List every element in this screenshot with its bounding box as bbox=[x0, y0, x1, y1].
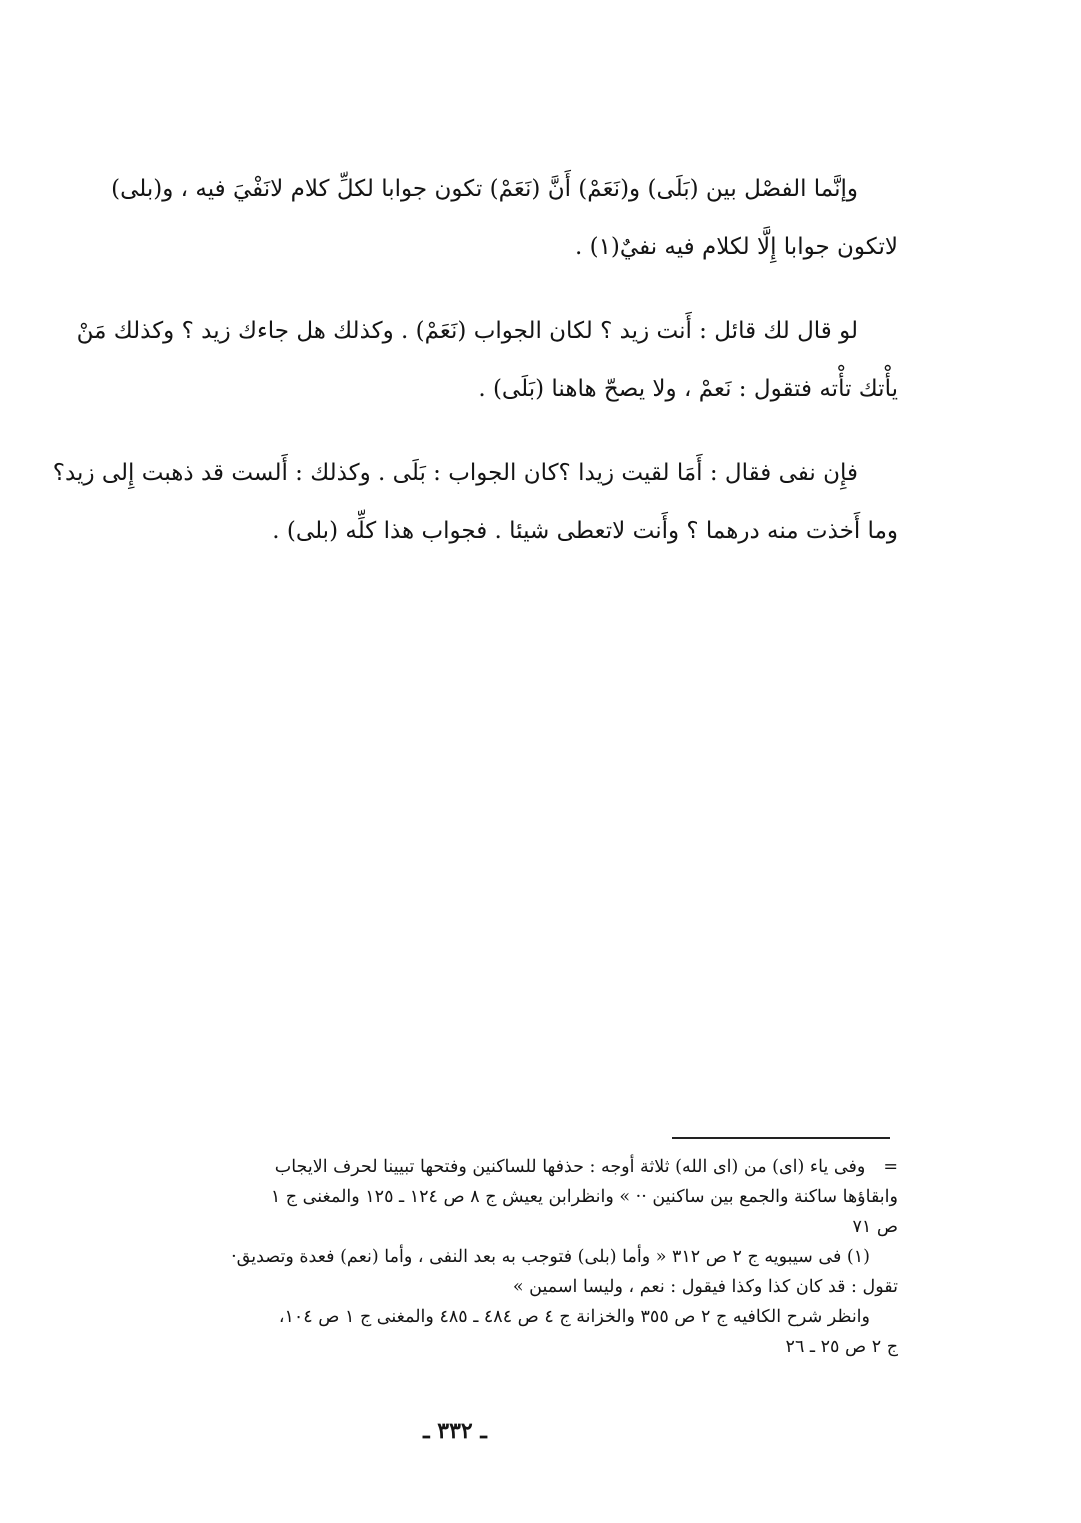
footnote-text: وفى ياء (اى) من (اى الله) ثلاثة أوجه : حذفها للساكنين وفتحها تبيينا لحرف الايجاب bbox=[274, 1157, 866, 1177]
footnotes bbox=[40, 1152, 898, 1362]
continuation-mark: = bbox=[883, 1157, 898, 1177]
footnote-1-line: وانظر شرح الكافيه ج ٢ ص ٣٥٥ والخزانة ج ٤ ص ٤٨٤ ـ ٤٨٥ والمغنى ج ١ ص ١٠٤، bbox=[278, 1307, 870, 1327]
paragraph-2 bbox=[40, 302, 898, 418]
page-number: ـ ٣٣٢ ـ bbox=[423, 1418, 487, 1444]
text-line: يأْتك تأْته فتقول : نَعمْ ، ولا يصحّ هاهنا (بَلَى) . bbox=[478, 376, 898, 402]
text-line: وما أَخذت منه درهما ؟ وأَنت لاتعطى شيئا . فجواب هذا كلِّه (بلى) . bbox=[272, 518, 898, 544]
footnote-1-line: ج ٢ ص ٢٥ ـ ٢٦ bbox=[785, 1337, 898, 1357]
footnote-continuation-line bbox=[40, 1152, 898, 1182]
body-text bbox=[40, 160, 898, 586]
paragraph-1 bbox=[40, 160, 898, 276]
footnote-continuation-line: ص ٧١ bbox=[852, 1217, 898, 1237]
text-line: لو قال لك قائل : أَنت زيد ؟ لكان الجواب (نَعَمْ) . وكذلك هل جاءك زيد ؟ وكذلك مَنْ bbox=[76, 318, 858, 344]
footnote-1-line: تقول : قد كان كذا وكذا فيقول : نعم ، وليسا اسمين » bbox=[512, 1277, 898, 1297]
footnote-separator bbox=[672, 1137, 890, 1139]
footnote-1-line: (١) فى سيبويه ج ٢ ص ٣١٢ « وأما (بلى) فتوجب به بعد النفى ، وأما (نعم) فعدة وتصديق· bbox=[231, 1247, 870, 1267]
text-line: لاتكون جوابا إِلَّا لكلام فيه نفيٌ(١) . bbox=[574, 234, 898, 260]
paragraph-3 bbox=[40, 444, 898, 560]
text-line: فإِن نفى فقال : أَمَا لقيت زيدا ؟كان الجواب : بَلَى . وكذلك : أَلست قد ذهبت إِلى زيد؟ bbox=[52, 460, 858, 486]
text-line: وإنَّما الفصْل بين (بَلَى) و(نَعَمْ) أَنَّ (نَعَمْ) تكون جوابا لكلِّ كلام لانَفْيَ فيه ، و(بلى) bbox=[111, 176, 858, 202]
footnote-continuation-line: وابقاؤها ساكنة والجمع بين ساكنين ·· » وانظرابن يعيش ج ٨ ص ١٢٤ ـ ١٢٥ والمغنى ج ١ bbox=[270, 1187, 898, 1207]
